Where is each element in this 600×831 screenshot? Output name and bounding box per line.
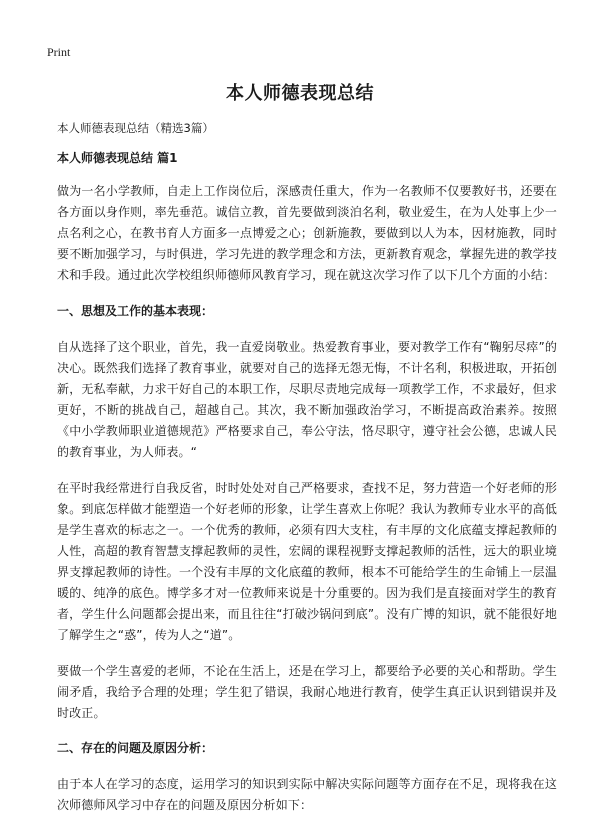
document-subtitle: 本人师德表现总结（精选3篇） — [57, 121, 214, 135]
section1-paragraph: 在平时我经常进行自我反省，时时处处对自己严格要求，查找不足，努力营造一个好老师的形象。到底怎样做才能塑造一个好老师的形象，让学生喜欢上你呢？我认为教师专业水平的高低是学生喜欢的标志之一。一个优秀的教师，必须有四大支柱，有丰厚的文化底蕴支撑起教师的人性，高超的教育智慧支撑起教师的灵性，宏阔的课程视野支撑起教师的活性，远大的职业境界支撑起教师的诗性。一个没有丰厚的文化底蕴的教师，根本不可能给学生的生命铺上一层温暖的、纯净的底色。博学多才对一位教师来说是十分重要的。因为我们是直接面对学生的教育者，学生什么问题都会提出来，而且往往“打破沙锅问到底”。没有广博的知识，就不能很好地了解学生之“惑”，传为人之“道”。 — [57, 481, 557, 642]
print-link[interactable]: Print — [47, 45, 71, 59]
document-body — [57, 118, 557, 831]
section-heading-2: 二、存在的问题及原因分析： — [57, 741, 214, 755]
section2-paragraph: 由于本人在学习的态度，运用学习的知识到实际中解决实际问题等方面存在不足，现将我在这次师德师风学习中存在的问题及原因分析如下： — [57, 777, 557, 812]
section-heading-1: 一、思想及工作的基本表现： — [57, 304, 214, 318]
intro-paragraph: 做为一名小学教师，自走上工作岗位后，深感责任重大，作为一名教师不仅要教好书，还要在各方面以身作则，率先垂范。诚信立教，首先要做到淡泊名利，敬业爱生，在为人处事上少一点名利之心，在教书育人方面多一点博爱之心；创新施教，要做到以人为本，因材施教，同时要不断加强学习，与时俱进，学习先进的教学理念和方法，更新教育观念，掌握先进的教学技术和手段。通过此次学校组织师德师风教育学习，现在就这次学习作了以下几个方面的小结： — [57, 184, 557, 282]
section1-paragraph: 自从选择了这个职业，首先，我一直爱岗敬业。热爱教育事业，要对教学工作有“鞠躬尽瘁”的决心。既然我们选择了教育事业，就要对自己的选择无怨无悔，不计名利，积极进取，开拓创新，无私奉献，力求干好自己的本职工作，尽职尽责地完成每一项教学工作，不求最好，但求更好，不断的挑战自己，超越自己。其次，我不断加强政治学习，不断提高政治素养。按照《中小学教师职业道德规范》严格要求自己，奉公守法，恪尽职守，遵守社会公德，忠诚人民的教育事业，为人师表。“ — [57, 340, 557, 459]
section1-paragraph: 要做一个学生喜爱的老师，不论在生活上，还是在学习上，都要给予必要的关心和帮助。学生闹矛盾，我给予合理的处理；学生犯了错误，我耐心地进行教育，使学生真正认识到错误并及时改正。 — [57, 664, 557, 720]
page-title: 本人师德表现总结 — [226, 83, 374, 104]
piece-heading: 本人师德表现总结 篇1 — [57, 151, 178, 165]
